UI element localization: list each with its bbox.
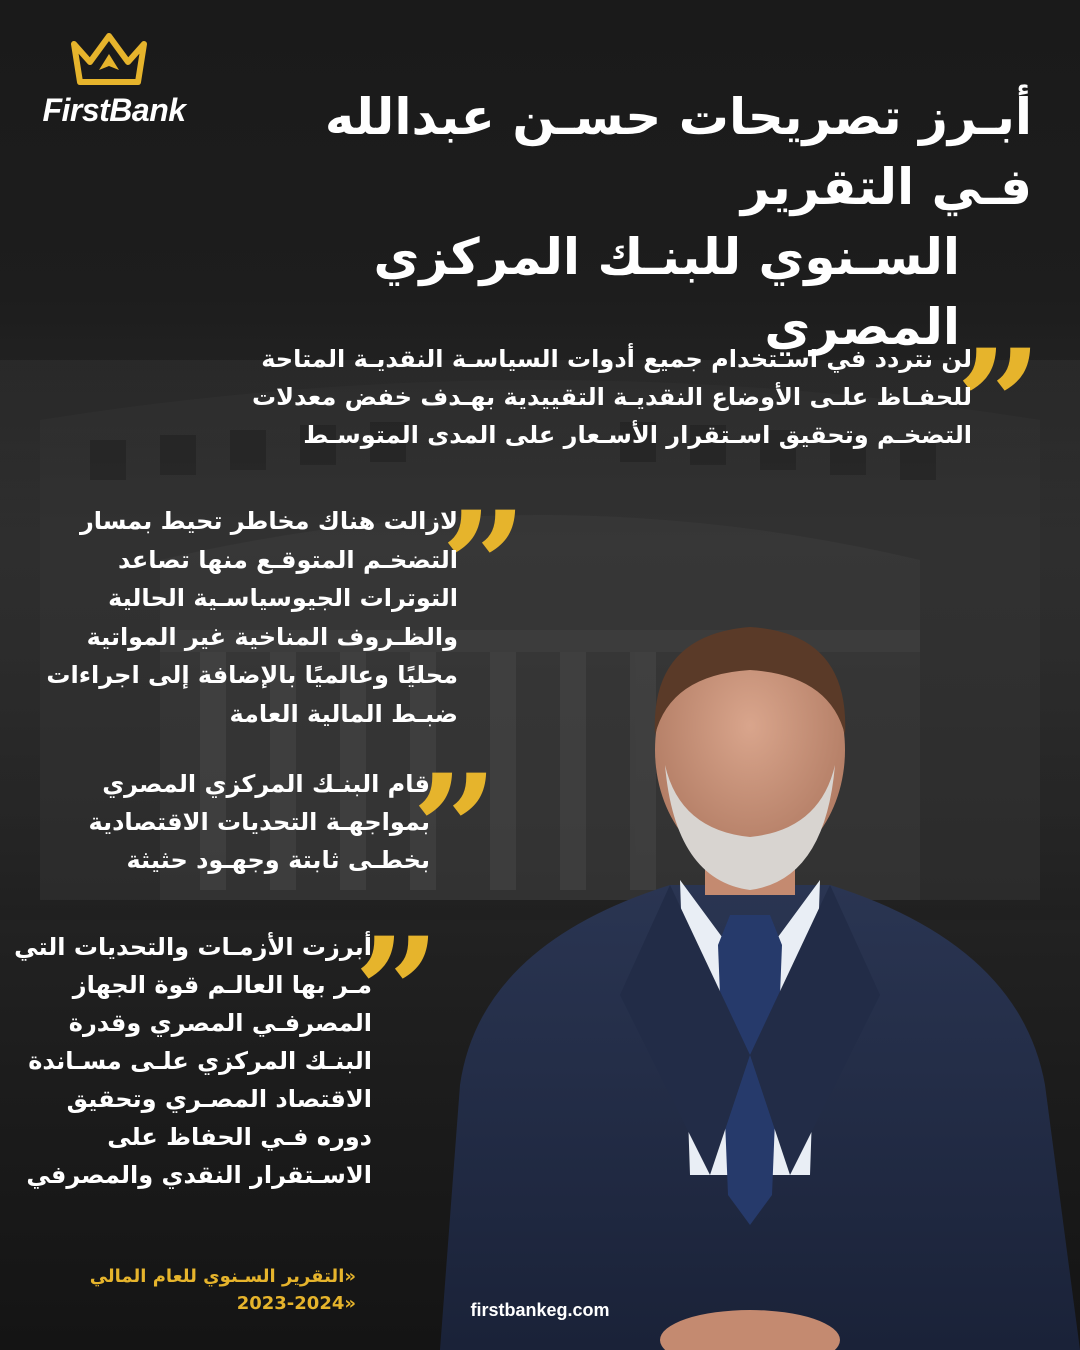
quote-block-2 xyxy=(38,502,458,733)
quote-line: بمواجهـة التحديات الاقتصادية xyxy=(88,808,430,836)
quote-line: التوترات الجيوسياسـية الحالية xyxy=(108,584,458,612)
title-line-1: أبـرز تصريحات حسـن عبدالله فـي التقرير xyxy=(324,88,1032,216)
title-line-2: السـنوي للبنـك المركزي المصري xyxy=(373,228,960,356)
quote-line: مـر بها العالـم قوة الجهاز xyxy=(72,971,372,999)
quote-line: محليًا وعالميًا بالإضافة إلى اجراءات xyxy=(46,661,458,689)
quote-mark-icon: ” xyxy=(440,479,527,655)
crown-icon xyxy=(68,32,150,90)
report-caption-line-1: «التقرير السـنوي للعام المالي xyxy=(89,1266,356,1287)
quote-mark-icon: ” xyxy=(353,905,440,1081)
quote-line: التضخـم وتحقيق اسـتقرار الأسـعار على المدى المتوسـط xyxy=(303,421,972,449)
annual-report-caption xyxy=(60,1263,356,1317)
quote-line: والظـروف المناخية غير المواتية xyxy=(86,622,458,651)
quote-block-3 xyxy=(30,765,430,879)
quote-line: أبرزت الأزمـات والتحديات التي xyxy=(14,933,372,961)
quote-mark-icon: ” xyxy=(955,317,1042,493)
governor-photo xyxy=(420,615,1080,1350)
quote-line: ضبـط المالية العامة xyxy=(229,699,458,728)
quote-line: الاسـتقرار النقدي والمصرفي xyxy=(26,1161,372,1189)
quote-block-1 xyxy=(252,340,972,454)
report-caption-line-2: 2023-2024» xyxy=(236,1293,356,1314)
quote-line: التضخـم المتوقـع منها تصاعد xyxy=(118,545,458,574)
website-link[interactable]: firstbankeg.com xyxy=(470,1300,610,1320)
quote-block-4 xyxy=(14,928,372,1194)
quote-line: لازالت هناك مخاطر تحيط بمسار xyxy=(79,507,458,535)
quote-line: لن نتردد في اسـتخدام جميع أدوات السياسـة النقديـة المتاحة xyxy=(261,345,972,373)
firstbank-logo xyxy=(30,32,190,132)
quote-line: المصرفـي المصري وقدرة xyxy=(68,1009,372,1037)
page-title xyxy=(242,82,1032,362)
quote-line: بخطـى ثابتة وجهـود حثيثة xyxy=(126,846,430,874)
quote-line: دوره فـي الحفاظ على xyxy=(107,1123,372,1151)
logo-wordmark: FirstBank xyxy=(42,92,186,128)
quote-line: الاقتصاد المصـري وتحقيق xyxy=(66,1085,372,1113)
quote-line: قام البنـك المركزي المصري xyxy=(102,770,430,798)
quote-mark-icon: ” xyxy=(411,742,498,918)
quote-line: البنـك المركزي علـى مسـاندة xyxy=(28,1047,372,1075)
quote-line: للحفـاظ علـى الأوضاع النقديـة التقييدية بهـدف خفض معدلات xyxy=(252,383,972,411)
